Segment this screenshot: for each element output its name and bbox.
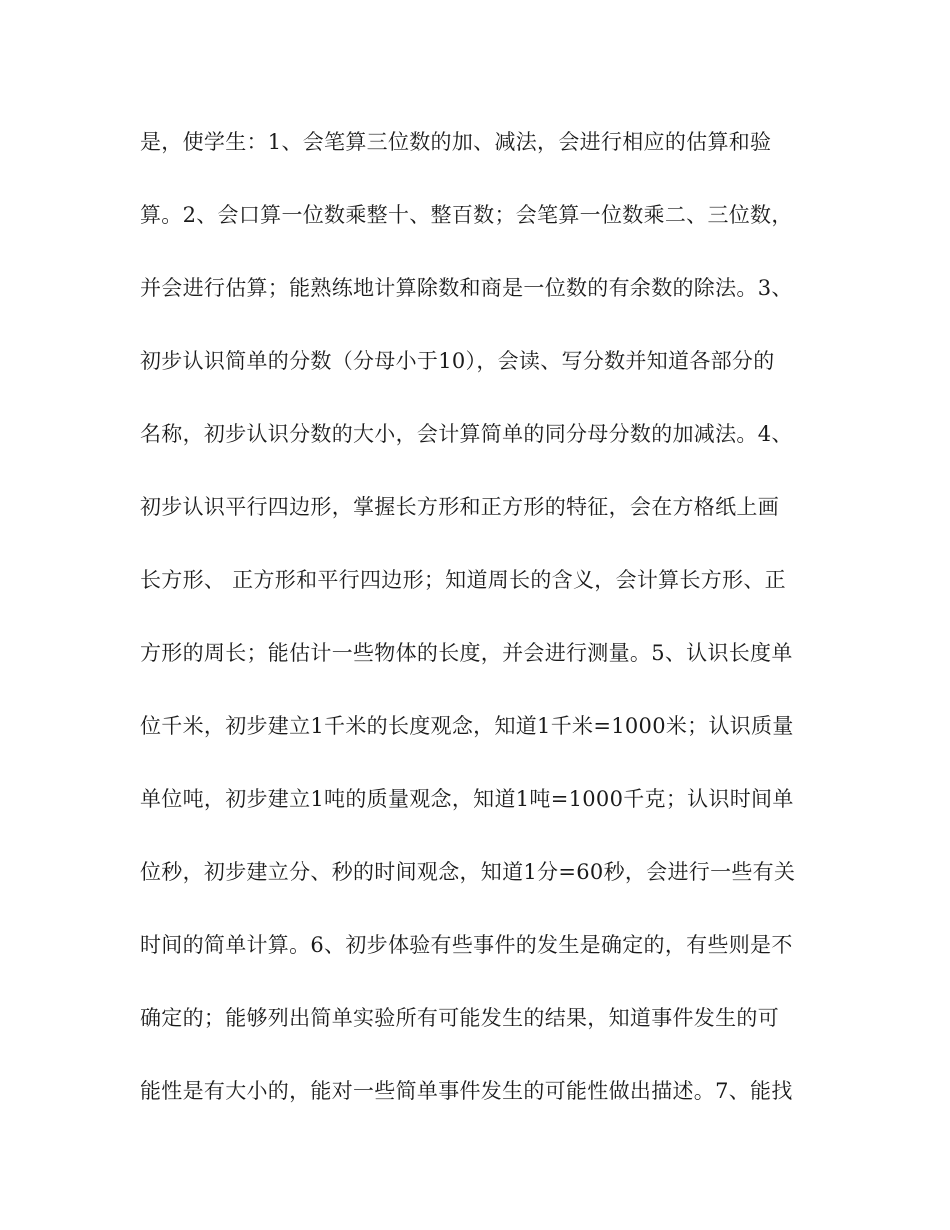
text-line: 位秒，初步建立分、秒的时间观念，知道1分=60秒，会进行一些有关 bbox=[140, 860, 796, 884]
text-line: 时间的简单计算。6、初步体验有些事件的发生是确定的，有些则是不 bbox=[140, 933, 793, 957]
text-line: 算。2、会口算一位数乘整十、整百数；会笔算一位数乘二、三位数， bbox=[140, 203, 793, 227]
body-text bbox=[140, 120, 820, 1142]
text-line: 方形的周长；能估计一些物体的长度，并会进行测量。5、认识长度单 bbox=[140, 641, 793, 665]
text-line: 是，使学生：1、会笔算三位数的加、减法，会进行相应的估算和验 bbox=[140, 130, 772, 154]
text-line: 初步认识简单的分数（分母小于10），会读、写分数并知道各部分的 bbox=[140, 349, 775, 373]
text-line: 能性是有大小的，能对一些简单事件发生的可能性做出描述。7、能找 bbox=[140, 1079, 793, 1103]
text-line: 位千米，初步建立1千米的长度观念，知道1千米=1000米；认识质量 bbox=[140, 714, 794, 738]
text-line: 名称，初步认识分数的大小，会计算简单的同分母分数的加减法。4、 bbox=[140, 422, 793, 446]
text-line: 确定的；能够列出简单实验所有可能发生的结果，知道事件发生的可 bbox=[140, 1006, 779, 1030]
text-line: 长方形、 正方形和平行四边形；知道周长的含义，会计算长方形、正 bbox=[140, 568, 786, 592]
text-line: 单位吨，初步建立1吨的质量观念，知道1吨=1000千克；认识时间单 bbox=[140, 787, 794, 811]
text-line: 初步认识平行四边形，掌握长方形和正方形的特征，会在方格纸上画 bbox=[140, 495, 779, 519]
text-line: 并会进行估算；能熟练地计算除数和商是一位数的有余数的除法。3、 bbox=[140, 276, 793, 300]
